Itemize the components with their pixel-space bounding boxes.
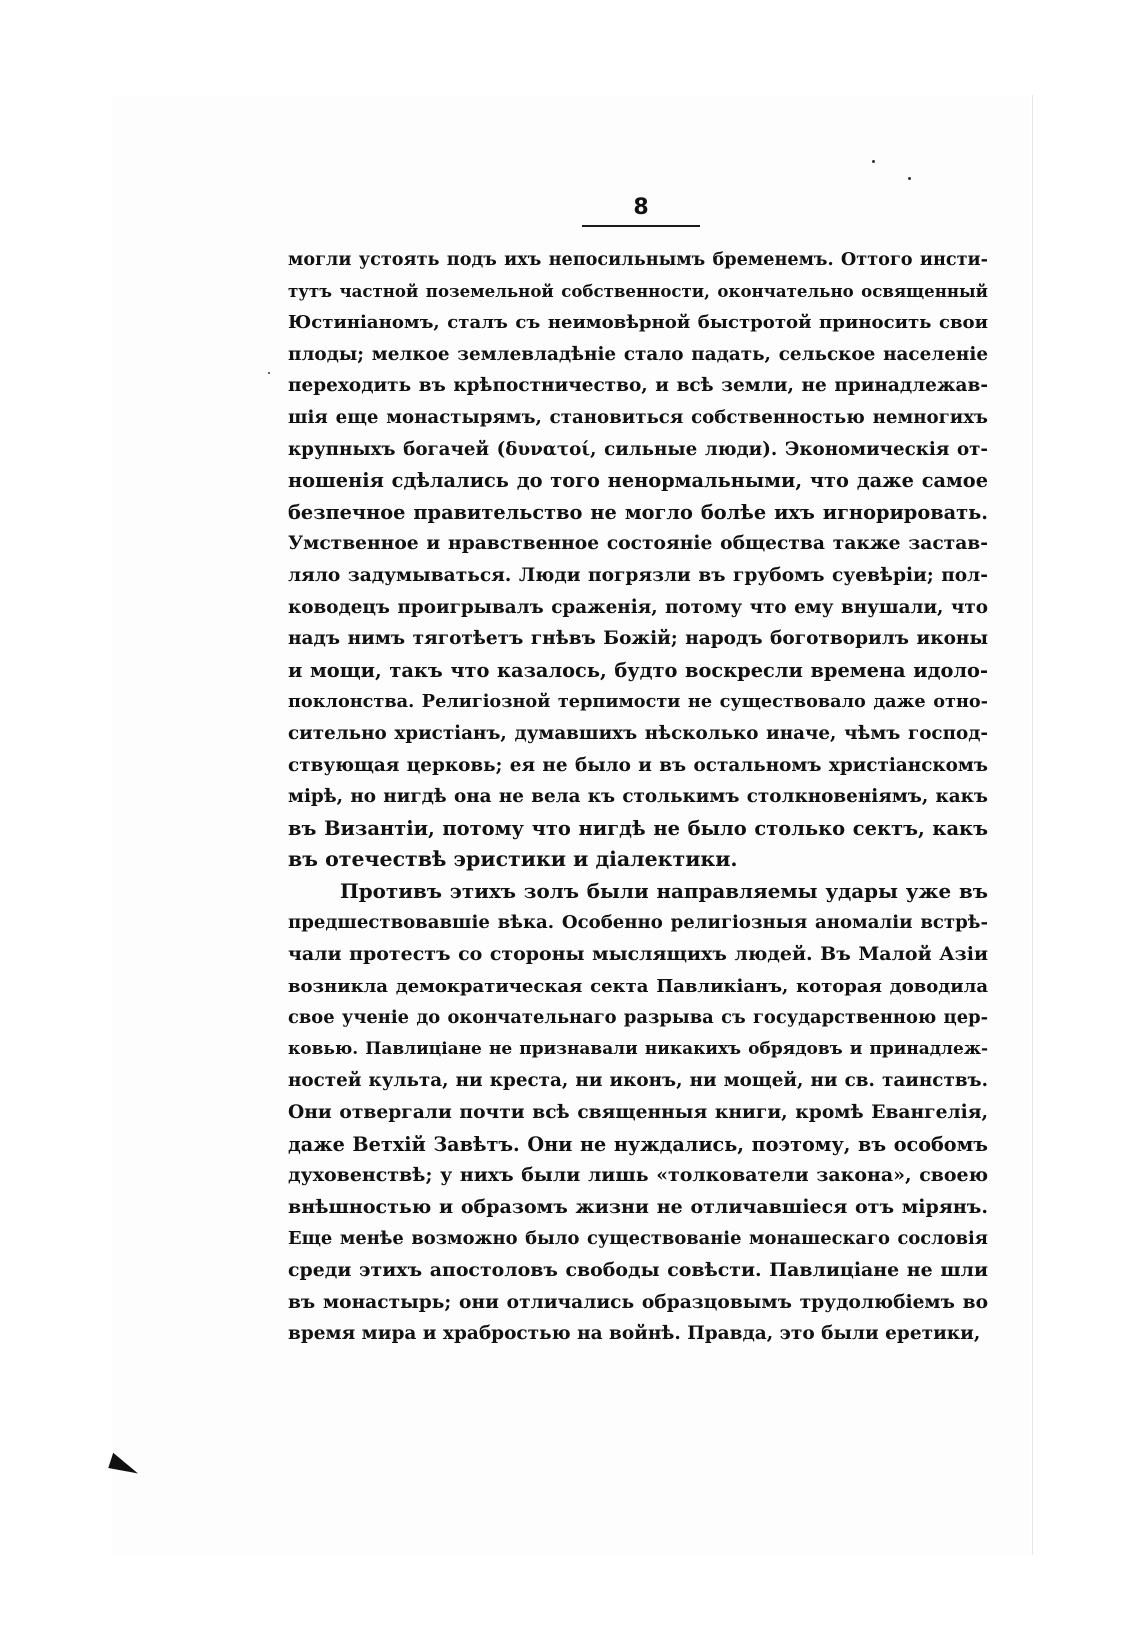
- text-line: въ Византіи, потому что нигдѣ не было столько сектъ, какъ: [288, 816, 988, 840]
- text-line: среди этихъ апостоловъ свободы совѣсти. Павлиціане не шли: [288, 1259, 988, 1281]
- text-line: духовенствѣ; у нихъ были лишь «толкователи закона», своею: [288, 1164, 988, 1187]
- page-number-rule: [582, 225, 700, 227]
- text-line: тутъ частной поземельной собственности, окончательно освященный: [288, 280, 988, 301]
- scan-speck: [908, 177, 911, 180]
- scan-speck: [268, 372, 270, 374]
- page-number: 8: [633, 195, 649, 220]
- text-line: поклонства. Религіозной терпимости не существовало даже отно-: [288, 691, 988, 713]
- text-line: мірѣ, но нигдѣ она не вела къ столькимъ столкновеніямъ, какъ: [288, 786, 988, 808]
- text-line: ствующая церковь; ея не было и въ остальномъ христіанскомъ: [288, 754, 988, 776]
- text-line: и мощи, такъ что казалось, будто воскресли времена идоло-: [288, 658, 988, 682]
- text-line: надъ нимъ тяготѣетъ гнѣвъ Божій; народъ боготворилъ иконы: [288, 628, 988, 650]
- scan-speck: [872, 160, 875, 163]
- text-line: свое ученіе до окончательнаго разрыва съ государственною цер-: [288, 1007, 988, 1029]
- text-line: могли устоять подъ ихъ непосильнымъ бременемъ. Оттого инсти-: [288, 249, 988, 270]
- text-line: возникла демократическая секта Павликіанъ, которая доводила: [288, 975, 988, 997]
- text-line: чали протестъ со стороны мыслящихъ людей. Въ Малой Азіи: [288, 943, 988, 966]
- text-line: Они отвергали почти всѣ священныя книги, кромѣ Евангелія,: [288, 1101, 988, 1124]
- text-line: безпечное правительство не могло болѣе ихъ игнорировать.: [288, 500, 988, 524]
- page-edge: [1032, 95, 1033, 1555]
- text-line: плоды; мелкое землевладѣніе стало падать, сельское населеніе: [288, 343, 988, 365]
- text-line: ностей культа, ни креста, ни иконъ, ни мощей, ни св. таинствъ.: [288, 1070, 988, 1092]
- text-line: ковью. Павлиціане не признавали никакихъ обрядовъ и принадлеж-: [288, 1038, 988, 1059]
- text-line: внѣшностью и образомъ жизни не отличавшіеся отъ мірянъ.: [288, 1195, 988, 1218]
- text-line: ношенія сдѣлались до того ненормальными, что даже самое: [288, 469, 988, 493]
- text-line: даже Ветхій Завѣтъ. Они не нуждались, поэтому, въ особомъ: [288, 1132, 988, 1156]
- text-line: крупныхъ богачей (δυνατοί, сильные люди). Экономическія от-: [288, 438, 988, 460]
- text-line: переходить въ крѣпостничество, и всѣ земли, не принадлежав-: [288, 375, 988, 397]
- text-line: ководецъ проигрывалъ сраженія, потому что ему внушали, что: [288, 596, 988, 618]
- text-line: предшествовавшіе вѣка. Особенно религіозныя аномаліи встрѣ-: [288, 912, 988, 934]
- text-line: шія еще монастырямъ, становиться собственностью немногихъ: [288, 406, 988, 428]
- text-line: Противъ этихъ золъ были направляемы удары уже въ: [340, 878, 988, 903]
- text-line: въ монастырь; они отличались образцовымъ трудолюбіемъ во: [288, 1291, 988, 1313]
- text-line: ляло задумываться. Люди погрязли въ грубомъ суевѣріи; пол-: [288, 564, 988, 586]
- text-line: въ отечествѣ эристики и діалектики.: [288, 847, 738, 872]
- text-line: время мира и храбростью на войнѣ. Правда, это были еретики,: [288, 1323, 981, 1345]
- text-line: Еще менѣе возможно было существованіе монашескаго сословія: [288, 1228, 988, 1250]
- text-line: Умственное и нравственное состояніе общества также застав-: [288, 532, 988, 555]
- text-line: сительно христіанъ, думавшихъ нѣсколько иначе, чѣмъ господ-: [288, 722, 988, 744]
- body-text: [288, 244, 988, 1350]
- text-line: Юстиніаномъ, сталъ съ неимовѣрной быстротой приносить свои: [288, 312, 988, 334]
- page-header: [582, 195, 700, 227]
